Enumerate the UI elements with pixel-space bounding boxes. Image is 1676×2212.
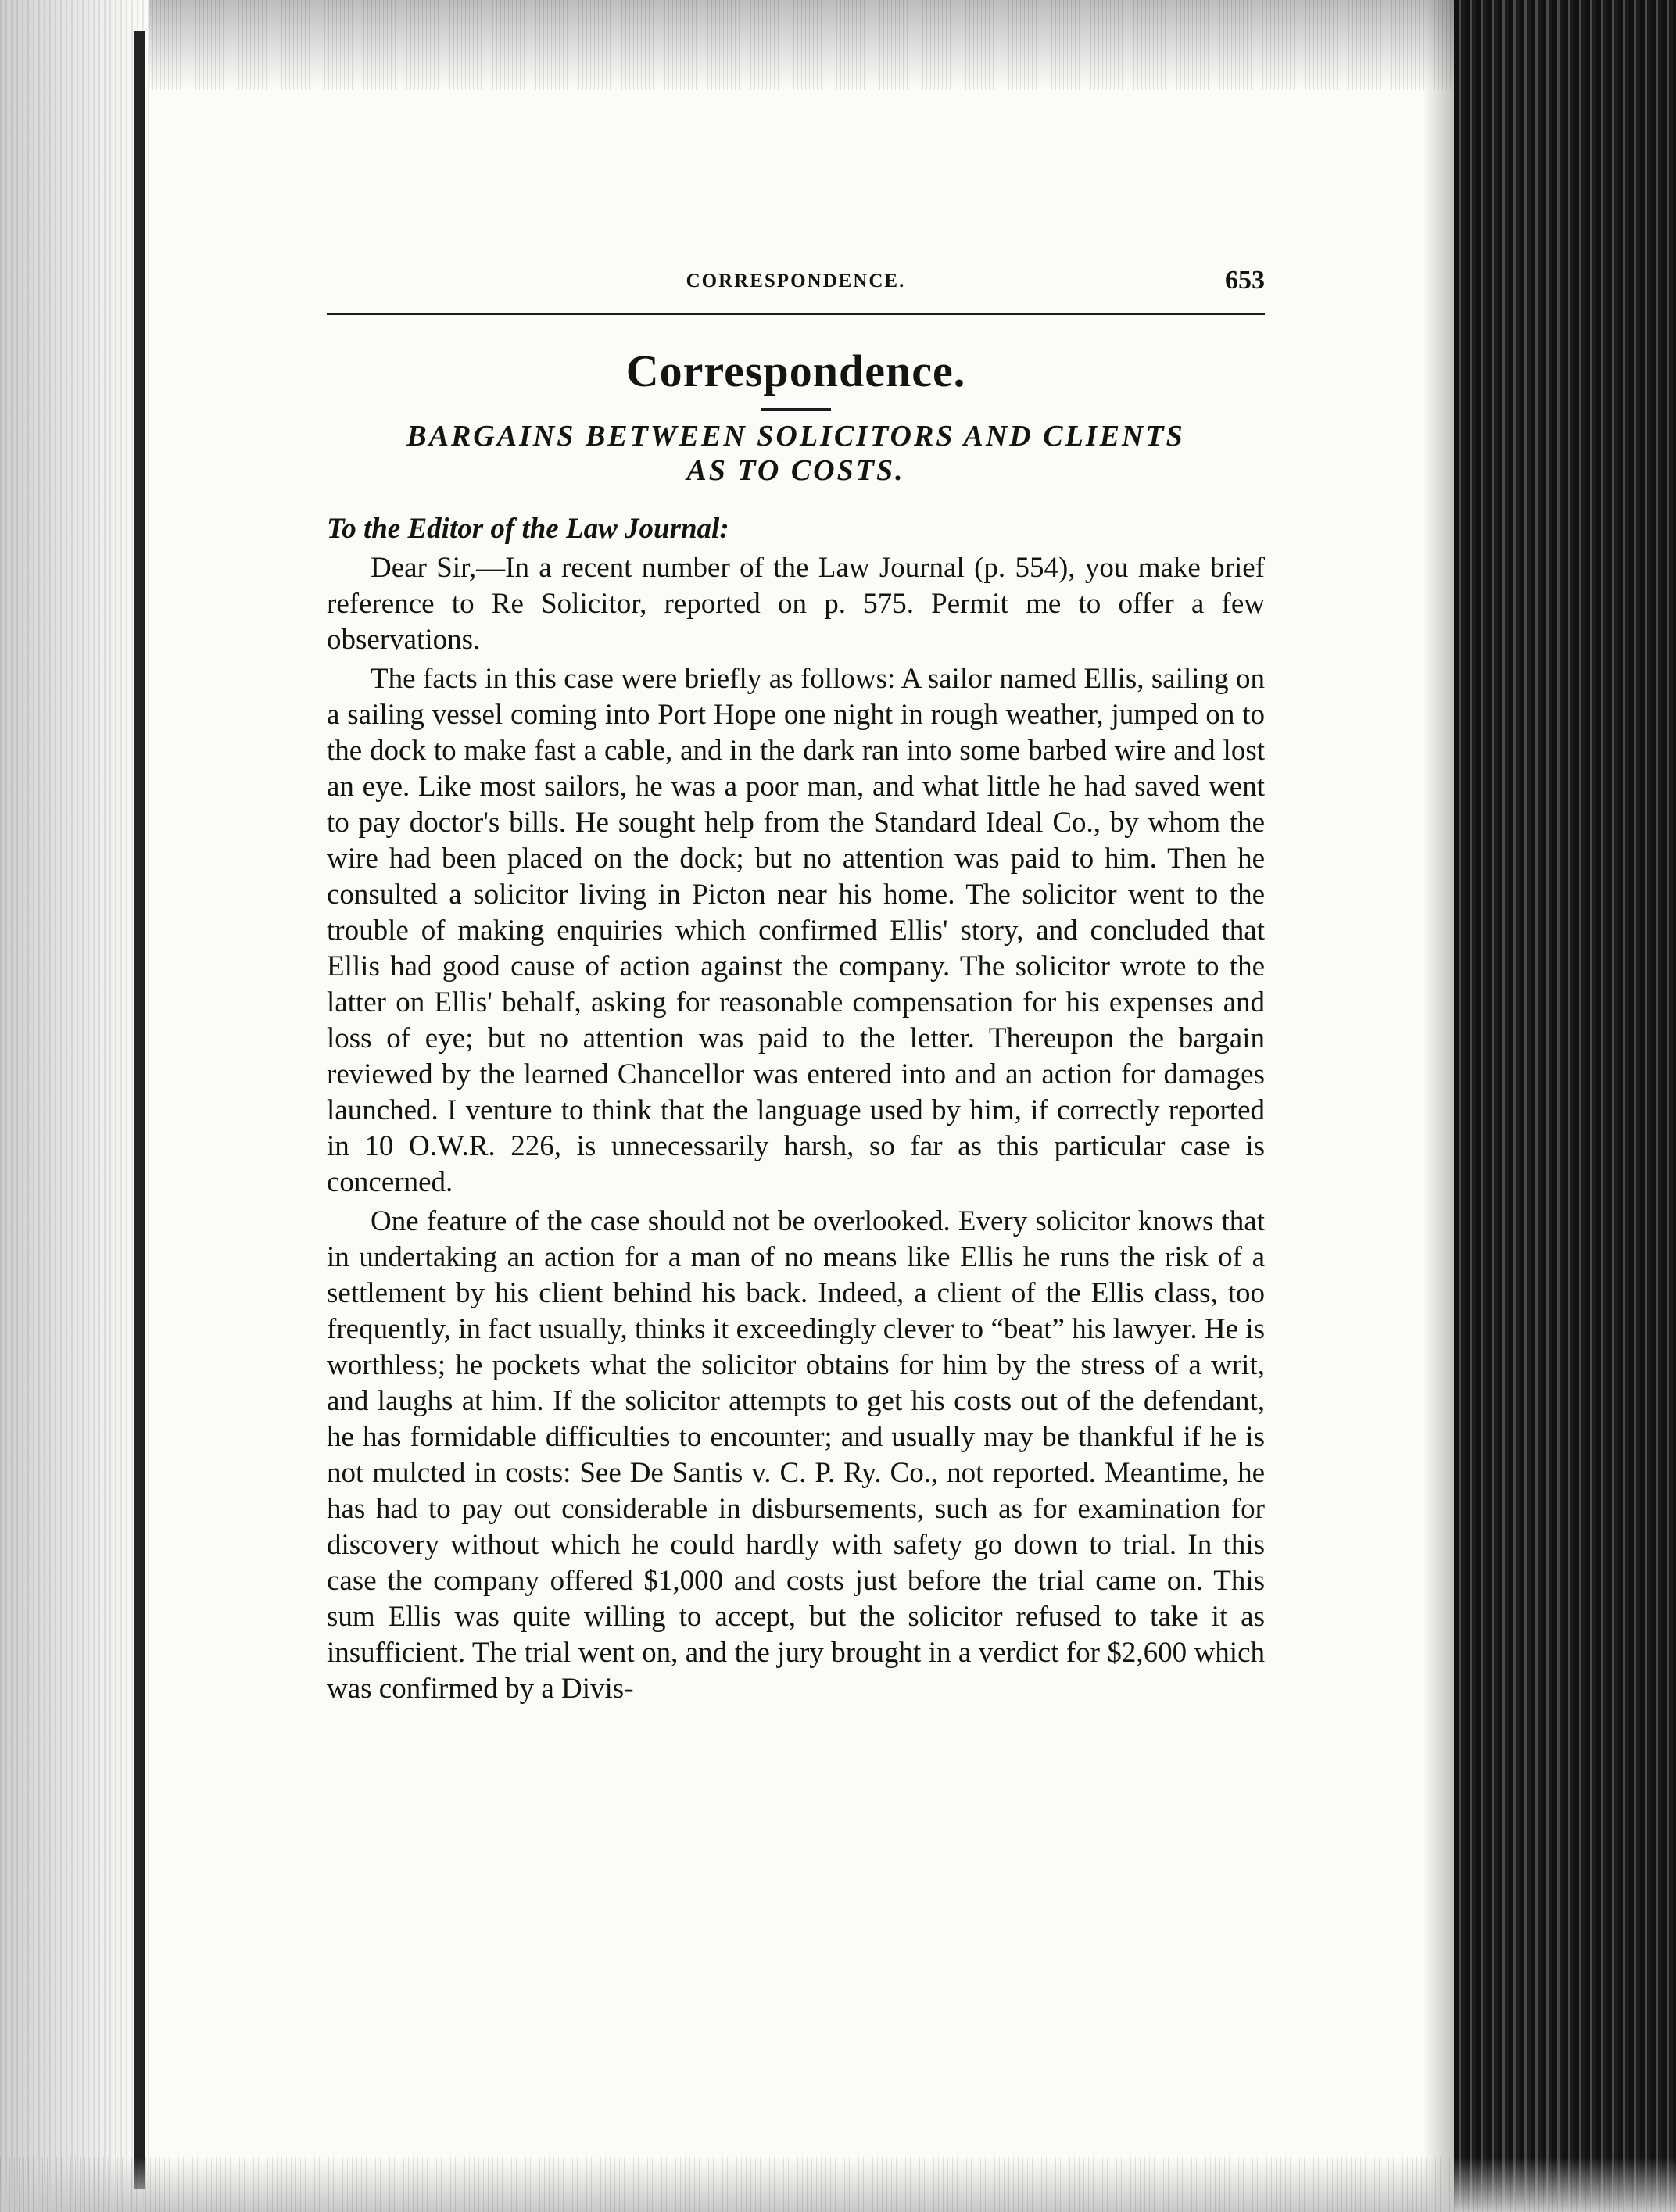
- salutation: To the Editor of the Law Journal:: [327, 513, 729, 545]
- page-text-block: [327, 266, 1265, 1707]
- running-head-title: CORRESPONDENCE.: [686, 270, 906, 292]
- title-rule: [761, 408, 831, 411]
- paragraph-1: Dear Sir,—In a recent number of the Law Journal (p. 554), you make brief reference to Re Solicitor, reported on p. 575. Permit me to offer a few observations.: [327, 552, 1265, 656]
- scan-right-binding: [1454, 0, 1676, 2212]
- scan-left-edge: [0, 0, 149, 2212]
- article-title-line-1: BARGAINS BETWEEN SOLICITORS AND CLIENTS: [406, 420, 1185, 453]
- article-title-line-2: AS TO COSTS.: [686, 454, 905, 487]
- paragraph-3: One feature of the case should not be overlooked. Every solicitor knows that in undertaking an action for a man of no means like Ellis he runs the risk of a settlement by his client behind his back. Indeed, a client of the Ellis class, too frequently, in fact usually, thinks it exceedingly clever to “beat” his lawyer. He is worthless; he pockets what the solicitor obtains for him by the stress of a writ, and laughs at him. If the solicitor attempts to get his costs out of the defendant, he has formidable difficulties to encounter; and usually may be thankful if he is not mulcted in costs: See De Santis v. C. P. Ry. Co., not reported. Meantime, he has had to pay out considerable in disbursements, such as for examination for discovery without which he could hardly with safety go down to trial. In this case the company offered $1,000 and costs just before the trial came on. This sum Ellis was quite willing to accept, but the solicitor refused to take it as insufficient. The trial went on, and the jury brought in a verdict for $2,600 which was confirmed by a Divis-: [327, 1205, 1265, 1705]
- section-title: Correspondence.: [625, 345, 966, 396]
- scan-left-binding-line: [134, 31, 145, 2189]
- scan-bottom-edge: [0, 2157, 1676, 2212]
- running-head: [327, 266, 1265, 315]
- article-title: [327, 419, 1265, 488]
- page-number: 653: [1225, 266, 1265, 295]
- paragraph-2: The facts in this case were briefly as follows: A sailor named Ellis, sailing on a sailing vessel coming into Port Hope one night in rough weather, jumped on to the dock to make fast a cable, and in the dark ran into some barbed wire and lost an eye. Like most sailors, he was a poor man, and what little he had saved went to pay doctor's bills. He sought help from the Standard Ideal Co., by whom the wire had been placed on the dock; but no attention was paid to him. Then he consulted a solicitor living in Picton near his home. The solicitor went to the trouble of making enquiries which confirmed Ellis' story, and concluded that Ellis had good cause of action against the company. The solicitor wrote to the latter on Ellis' behalf, asking for reasonable compensation for his expenses and loss of eye; but no attention was paid to the letter. Thereupon the bargain reviewed by the learned Chancellor was entered into and an action for damages launched. I venture to think that the language used by him, if correctly reported in 10 O.W.R. 226, is unnecessarily harsh, so far as this particular case is concerned.: [327, 663, 1265, 1198]
